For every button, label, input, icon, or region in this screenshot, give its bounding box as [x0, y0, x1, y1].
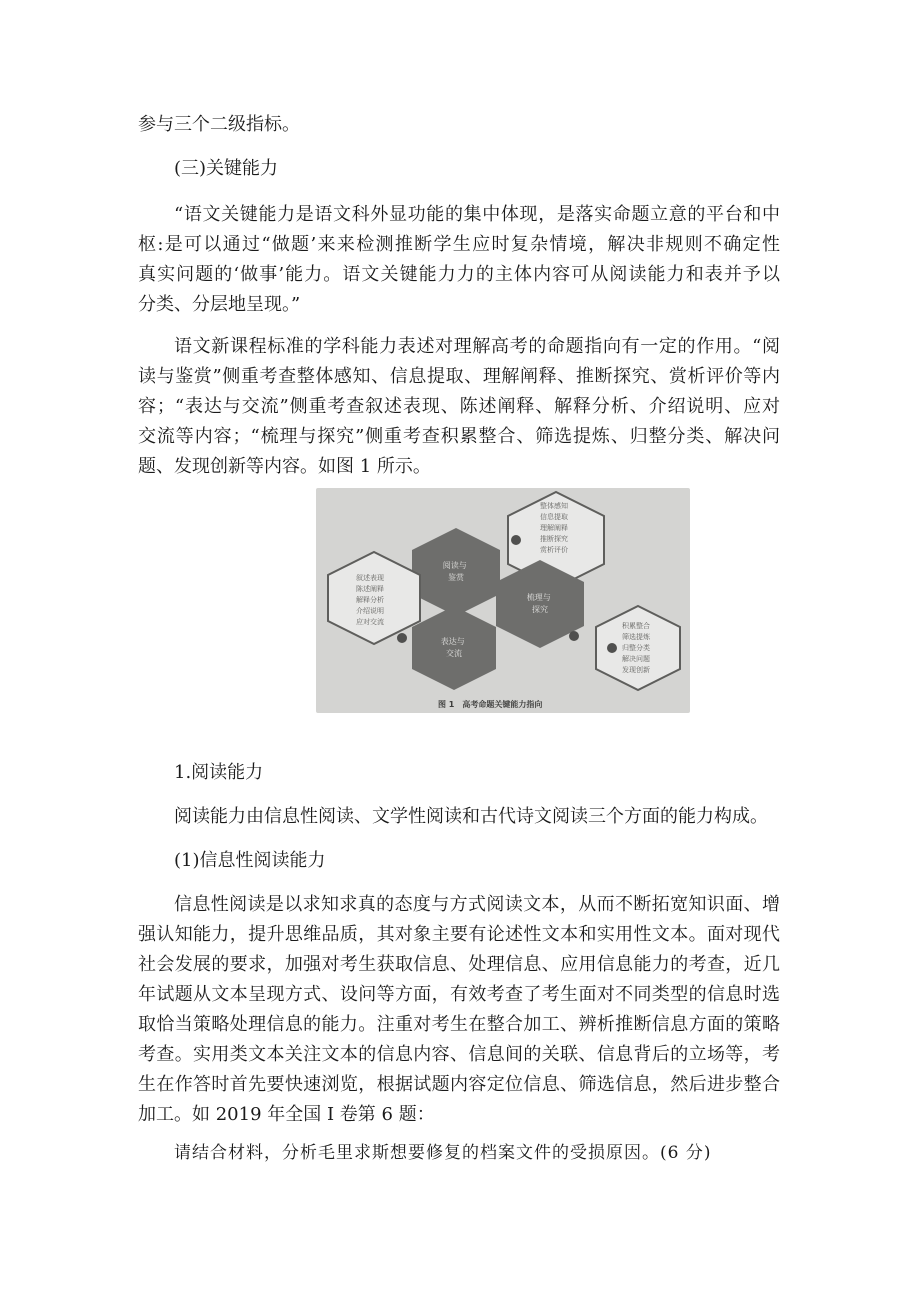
figure-caption: 图 1 高考命题关键能力指向 — [438, 700, 543, 709]
quote-line: 枢:是可以通过“做题’来来检测推断学生应时复杂情境，解决非规则不确定性 — [138, 234, 780, 255]
sort-list-item: 筛选提炼 — [622, 633, 650, 641]
hex-sort-label: 探究 — [532, 605, 548, 614]
hexagon-diagram — [316, 488, 690, 713]
text-line: 交流等内容；“梳理与探究”侧重考查积累整合、筛选提炼、归整分类、解决问 — [138, 426, 780, 447]
quote-line: “语文关键能力是语文科外显功能的集中体现，是落实命题立意的平台和中 — [174, 204, 780, 225]
hex-reading-label: 鉴赏 — [448, 573, 464, 582]
express-list-item: 叙述表现 — [356, 574, 384, 582]
svg-text:叙述表现 陈述阐释 解释分析 — [356, 573, 386, 626]
sort-list-item: 积累整合 — [622, 622, 650, 630]
svg-text:整体感知 信息提取 理解阐释 — [540, 501, 570, 554]
reading-list-item: 推断探究 — [540, 535, 568, 543]
text-line: 信息性阅读是以求知求真的态度与方式阅读文本，从而不断拓宽知识面、增 — [174, 894, 780, 915]
dot-icon — [607, 643, 617, 653]
sort-list-item: 归整分类 — [622, 644, 650, 652]
dot-icon — [569, 631, 579, 641]
hex-reading-label: 阅读与 — [442, 561, 467, 570]
subsection-heading: 1.阅读能力 — [174, 762, 264, 783]
text-line: 读与鉴赏”侧重考查整体感知、信息提取、理解阐释、推断探究、赏析评价等内 — [138, 366, 780, 387]
quote-line: 分类、分层地呈现。” — [138, 294, 301, 315]
text-line: 语文新课程标准的学科能力表述对理解高考的命题指向有一定的作用。“阅 — [174, 336, 780, 357]
dot-icon — [511, 535, 521, 545]
text-line: 容；“表达与交流”侧重考查叙述表现、陈述阐释、解释分析、介绍说明、应对 — [138, 396, 780, 417]
svg-text:积累整合 筛选提炼 归整分类 — [622, 621, 652, 674]
text-line: 考查。实用类文本关注文本的信息内容、信息间的关联、信息背后的立场等，考 — [138, 1044, 780, 1065]
exam-question: 请结合材料，分析毛里求斯想要修复的档案文件的受损原因。(6 分) — [174, 1143, 712, 1163]
sort-list-item: 发现创新 — [622, 666, 650, 674]
section-heading: (三)关键能力 — [174, 158, 279, 179]
quote-line: 真实问题的‘做事’能力。语文关键能力力的主体内容可从阅读能力和表并予以 — [138, 264, 780, 285]
text-line: 强认知能力，提升思维品质，其对象主要有论述性文本和实用性文本。面对现代 — [138, 924, 780, 945]
reading-list-item: 理解阐释 — [540, 524, 568, 532]
dot-icon — [397, 633, 407, 643]
text-line: 加工。如 2019 年全国 I 卷第 6 题： — [138, 1104, 435, 1125]
text-line: 参与三个二级指标。 — [138, 114, 300, 135]
reading-list-item: 赏析评价 — [540, 546, 568, 554]
subsection-heading: (1)信息性阅读能力 — [174, 850, 326, 871]
figure-key-abilities — [316, 488, 690, 713]
express-list-item: 介绍说明 — [356, 607, 384, 615]
text-line: 阅读能力由信息性阅读、文学性阅读和古代诗文阅读三个方面的能力构成。 — [174, 806, 768, 827]
express-list-item: 解释分析 — [356, 596, 384, 604]
reading-list-item: 信息提取 — [540, 513, 568, 521]
hex-sort-label: 梳理与 — [526, 593, 551, 602]
hex-express-label: 交流 — [446, 649, 462, 658]
express-list-item: 陈述阐释 — [356, 585, 384, 593]
hexagon-reading — [412, 528, 500, 616]
text-line: 取恰当策略处理信息的能力。注重对考生在整合加工、辨析推断信息方面的策略 — [138, 1014, 780, 1035]
hexagon-express — [412, 606, 496, 690]
reading-list-item: 整体感知 — [540, 502, 568, 510]
text-line: 题、发现创新等内容。如图 1 所示。 — [138, 456, 431, 477]
hex-express-label: 表达与 — [440, 637, 465, 646]
express-list-item: 应对交流 — [356, 618, 384, 626]
sort-list-item: 解决问题 — [622, 655, 650, 663]
text-line: 生在作答时首先要快速浏览，根据试题内容定位信息、筛选信息，然后进步整合 — [138, 1074, 780, 1095]
text-line: 年试题从文本呈现方式、设问等方面，有效考查了考生面对不同类型的信息时选 — [138, 984, 780, 1005]
text-line: 社会发展的要求，加强对考生获取信息、处理信息、应用信息能力的考查，近几 — [138, 954, 780, 975]
